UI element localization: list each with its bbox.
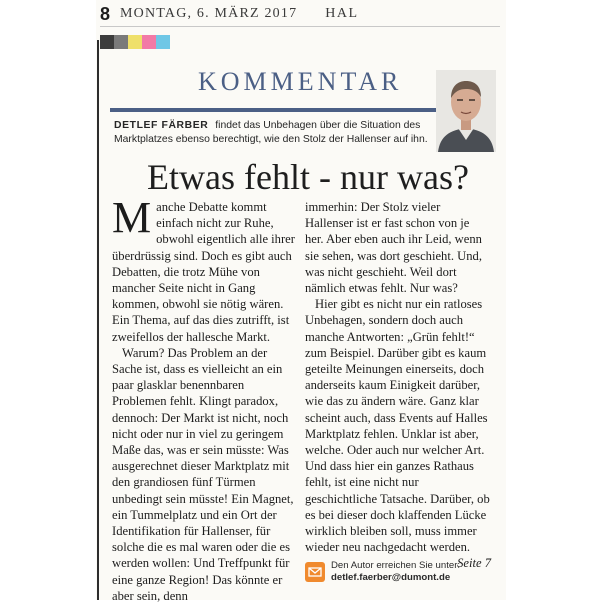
author-photo — [436, 70, 496, 152]
section-rule — [110, 108, 492, 112]
section-label: KOMMENTAR — [198, 67, 403, 96]
author-email-link[interactable]: detlef.faerber@dumont.de — [331, 572, 451, 583]
page-number: 8 — [100, 3, 111, 24]
paragraph: immerhin: Der Stolz vieler Hallenser ist er fast schon von je her. Aber eben auch ihr Leid, wenn sie sehen, was dort geschieht. Und, was nicht geschieht. Weil dort nämlich etwas fehlt. Nur was? — [305, 200, 482, 296]
author-contact — [305, 560, 505, 584]
drop-cap: M — [112, 193, 152, 242]
paragraph-text: anche Debatte kommt einfach nicht zur Ruhe, obwohl eigentlich alle ihrer überdrüssig sind. Doch es gibt auch Debatten, die trotz Mühe von mancher Seite nicht in Gang kommen, obwohl sie nötig wären. Ein Thema, auf das dies zutrifft, ist zweifellos der hallesche Markt. — [112, 200, 295, 344]
article-headline — [0, 156, 600, 198]
author-teaser — [114, 119, 434, 147]
color-swatch — [142, 35, 156, 49]
page-reference: Seite 7 — [457, 556, 491, 571]
article-column-right — [305, 199, 491, 572]
contact-text — [331, 560, 460, 584]
print-color-swatches — [100, 35, 170, 49]
color-swatch — [128, 35, 142, 49]
paragraph: Warum? Das Problem an der Sache ist, dass es vielleicht an ein paar glasklar benennbaren Problemen fehlt. Klingt paradox, dennoch: Der Markt ist nicht, noch nicht oder nur in viel zu geringem Maße das, was er sein müsste: Was ausgerechnet dieser Marktplatz mit den grandiosen fünf Türmen unbedingt sein müsste! Ein Magnet, ein Tummelplatz und ein Ort der Identifikation für Hallenser, für solche die es mal waren oder die es werden wollen: Und Treffpunkt für eine ganze Region! Das könnte er aber sein, denn — [112, 345, 294, 603]
color-swatch — [114, 35, 128, 49]
headline-text: Etwas fehlt - nur was? — [147, 157, 469, 197]
issue-date: MONTAG, 6. MÄRZ 2017 — [120, 6, 298, 21]
color-swatch — [100, 35, 114, 49]
author-name: DETLEF FÄRBER — [114, 120, 209, 131]
column-rule — [97, 40, 99, 600]
author-teaser-text: findet das Unbehagen über die Situation des Marktplatzes ebenso berechtigt, wie den Stolz der Hallenser auf ihn. — [114, 120, 428, 145]
article-column-left — [112, 193, 298, 604]
paragraph — [112, 193, 298, 345]
page-header — [100, 2, 500, 27]
edition-code: HAL — [325, 6, 359, 21]
contact-label: Den Autor erreichen Sie unter: — [331, 560, 461, 571]
color-swatch — [156, 35, 170, 49]
paragraph: Hier gibt es nicht nur ein ratloses Unbehagen, sondern doch auch manche Antworten: „Grün fehlt!“ zum Beispiel. Darüber gibt es kaum geteilte Meinungen einerseits, doch anderseits kaum Einigkeit darüber, wie das zu ändern wäre. Ganz klar scheint auch, dass Events auf Halles Marktplatz fehlen. Unklar ist aber, welche. Oder auch nur welcher Art. Und dass hier ein ganzes Rathaus fehlt, ist eine nicht nur geschichtliche Tatsache. Darüber, ob es bei dieser doch klaffenden Lücke wirklich bleiben soll, muss immer wieder neu nachgedacht werden. — [305, 297, 490, 555]
mail-icon — [305, 562, 325, 582]
